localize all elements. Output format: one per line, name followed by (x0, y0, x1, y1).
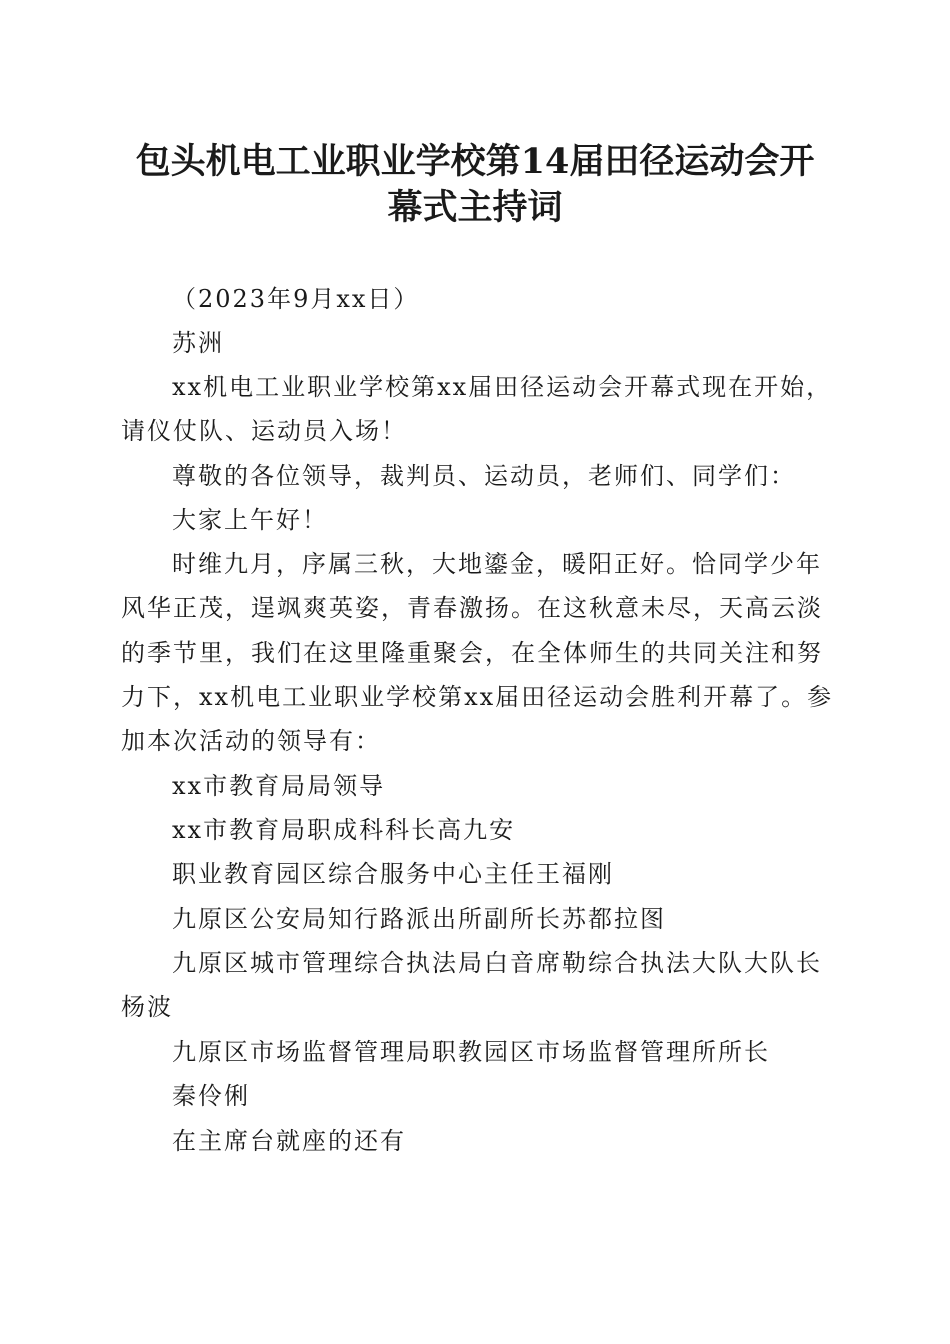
date-line: （2023年9月xx日） (172, 285, 420, 313)
paragraph-line: 请仪仗队、运动员入场！ (121, 417, 407, 445)
paragraph-line: 加本次活动的领导有： (121, 727, 381, 755)
paragraph-line: 在主席台就座的还有 (172, 1127, 406, 1155)
document-title-line-2: 幕式主持词 (387, 187, 563, 228)
leader-line: xx市教育局职成科科长高九安 (172, 816, 516, 844)
leader-line: 九原区城市管理综合执法局白音席勒综合执法大队大队长 (172, 949, 822, 977)
paragraph-line: 的季节里，我们在这里隆重聚会，在全体师生的共同关注和努 (121, 639, 823, 667)
leader-line: 职业教育园区综合服务中心主任王福刚 (172, 860, 614, 888)
leader-line: 秦伶俐 (172, 1082, 250, 1110)
leader-line: 杨波 (121, 993, 173, 1021)
paragraph-line: 风华正茂，逞飒爽英姿，青春激扬。在这秋意未尽，天高云淡 (121, 594, 823, 622)
paragraph-line: xx机电工业职业学校第xx届田径运动会开幕式现在开始， (172, 373, 833, 401)
leader-line: xx市教育局局领导 (172, 772, 386, 800)
paragraph-line: 力下，xx机电工业职业学校第xx届田径运动会胜利开幕了。参 (121, 683, 834, 711)
paragraph-line: 时维九月，序属三秋，大地鎏金，暖阳正好。恰同学少年 (172, 550, 822, 578)
paragraph-line: 大家上午好！ (172, 506, 328, 534)
paragraph-line: 尊敬的各位领导，裁判员、运动员，老师们、同学们： (172, 462, 796, 490)
document-title-line-1: 包头机电工业职业学校第14届田径运动会开 (135, 141, 815, 182)
author-line: 苏洲 (172, 329, 224, 357)
leader-line: 九原区市场监督管理局职教园区市场监督管理所所长 (172, 1038, 770, 1066)
leader-line: 九原区公安局知行路派出所副所长苏都拉图 (172, 905, 666, 933)
